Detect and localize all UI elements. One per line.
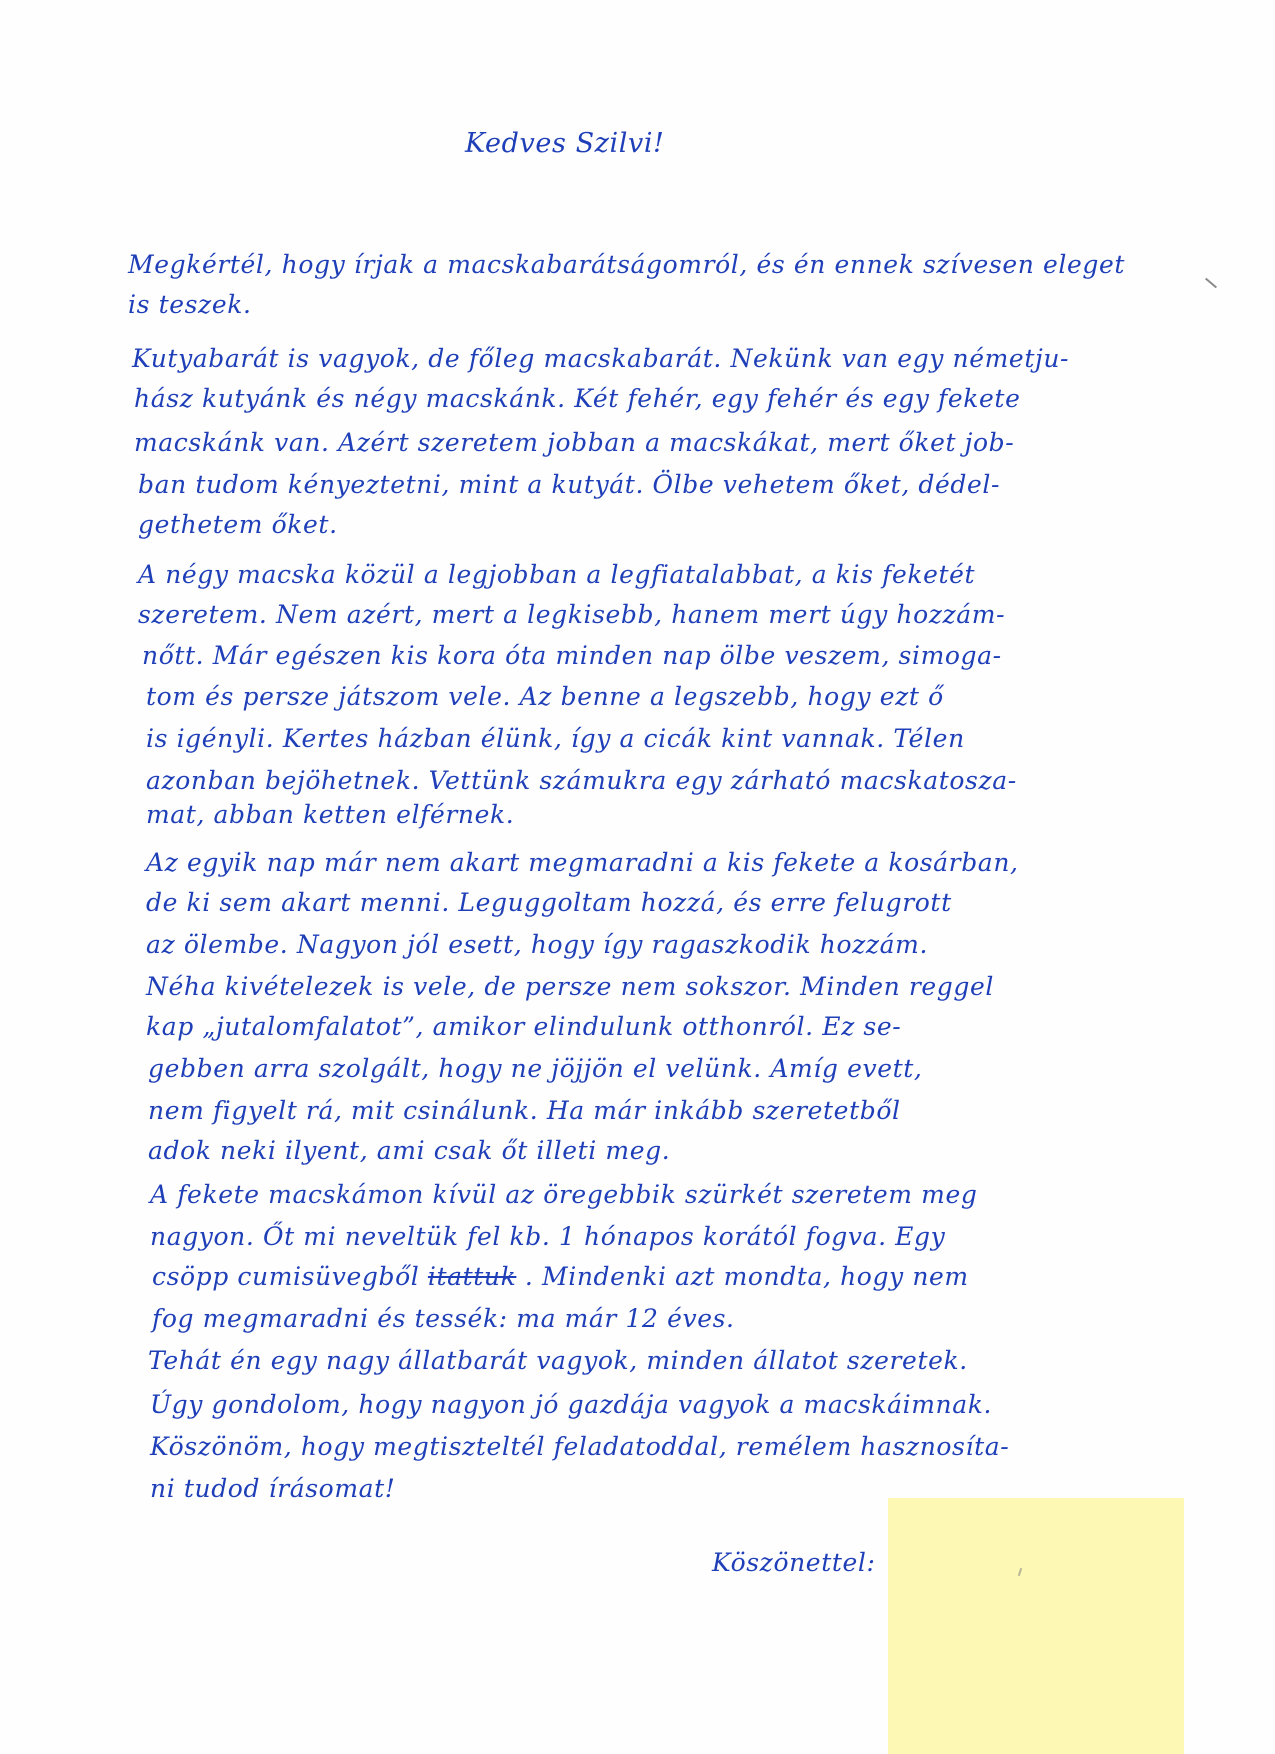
letter-line: Köszönöm, hogy megtiszteltél feladatoddal, remélem hasznosíta- bbox=[150, 1432, 1010, 1461]
letter-line: Az egyik nap már nem akart megmaradni a kis fekete a kosárban, bbox=[146, 848, 1019, 877]
letter-line: is teszek. bbox=[128, 290, 252, 319]
letter-line: gebben arra szolgált, hogy ne jöjjön el velünk. Amíg evett, bbox=[148, 1054, 923, 1083]
sticky-note bbox=[888, 1498, 1184, 1754]
letter-line: nagyon. Őt mi neveltük fel kb. 1 hónapos korától fogva. Egy bbox=[150, 1222, 946, 1251]
letter-line: Tehát én egy nagy állatbarát vagyok, minden állatot szeretek. bbox=[148, 1346, 968, 1375]
letter-line: nem figyelt rá, mit csinálunk. Ha már inkább szeretetből bbox=[148, 1096, 901, 1125]
letter-line: mat, abban ketten elférnek. bbox=[146, 800, 515, 829]
pen-mark bbox=[1205, 278, 1217, 289]
letter-line-with-strikethrough bbox=[152, 1262, 969, 1291]
letter-line: Megkértél, hogy írjak a macskabarátságomról, és én ennek szívesen eleget bbox=[128, 250, 1126, 279]
letter-line-part: . Mindenki azt mondta, hogy nem bbox=[516, 1262, 969, 1291]
letter-line: de ki sem akart menni. Leguggoltam hozzá, és erre felugrott bbox=[146, 888, 952, 917]
letter-line: kap „jutalomfalatot”, amikor elindulunk otthonról. Ez se- bbox=[146, 1012, 902, 1041]
letter-line: hász kutyánk és négy macskánk. Két fehér, egy fehér és egy fekete bbox=[134, 384, 1021, 413]
letter-line-part: csöpp cumisüvegből bbox=[152, 1262, 428, 1291]
letter-greeting: Kedves Szilvi! bbox=[465, 128, 665, 159]
letter-line: fog megmaradni és tessék: ma már 12 éves. bbox=[152, 1304, 735, 1333]
letter-line: szeretem. Nem azért, mert a legkisebb, hanem mert úgy hozzám- bbox=[138, 600, 1006, 629]
letter-line: A fekete macskámon kívül az öregebbik szürkét szeretem meg bbox=[150, 1180, 978, 1209]
letter-line: az ölembe. Nagyon jól esett, hogy így ragaszkodik hozzám. bbox=[146, 930, 929, 959]
letter-line: Kutyabarát is vagyok, de főleg macskabarát. Nekünk van egy németju- bbox=[132, 344, 1070, 373]
letter-line: is igényli. Kertes házban élünk, így a cicák kint vannak. Télen bbox=[146, 724, 965, 753]
letter-line: azonban bejöhetnek. Vettünk számukra egy zárható macskatosza- bbox=[146, 766, 1017, 795]
letter-line: ban tudom kényeztetni, mint a kutyát. Ölbe vehetem őket, dédel- bbox=[138, 470, 1001, 499]
letter-line: gethetem őket. bbox=[138, 510, 338, 539]
letter-line: ni tudod írásomat! bbox=[150, 1474, 396, 1503]
letter-closing: Köszönettel: bbox=[712, 1548, 876, 1577]
struck-word: itattuk bbox=[427, 1262, 517, 1291]
letter-line: adok neki ilyent, ami csak őt illeti meg. bbox=[148, 1136, 671, 1165]
letter-line: nőtt. Már egészen kis kora óta minden nap ölbe veszem, simoga- bbox=[142, 641, 1002, 670]
letter-line: A négy macska közül a legjobban a legfiatalabbat, a kis feketét bbox=[138, 560, 976, 589]
letter-line: macskánk van. Azért szeretem jobban a macskákat, mert őket job- bbox=[134, 428, 1015, 457]
letter-line: Úgy gondolom, hogy nagyon jó gazdája vagyok a macskáimnak. bbox=[150, 1390, 993, 1419]
letter-line: tom és persze játszom vele. Az benne a legszebb, hogy ezt ő bbox=[146, 682, 944, 711]
letter-line: Néha kivételezek is vele, de persze nem sokszor. Minden reggel bbox=[146, 972, 995, 1001]
